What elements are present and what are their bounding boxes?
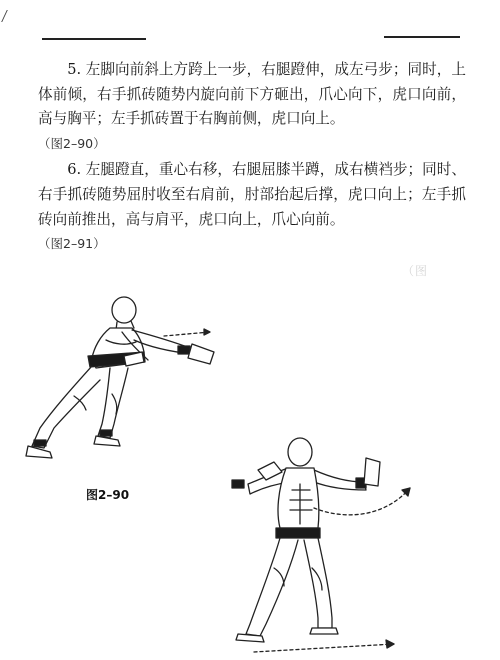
- header-rule-left: [42, 38, 146, 40]
- header-rule-right: [384, 36, 460, 38]
- step-5-paragraph: [38, 58, 466, 156]
- instruction-text: [38, 58, 466, 257]
- scan-corner-mark: [1, 10, 16, 22]
- step-5-figure-ref: （图2–90）: [38, 135, 106, 151]
- figure-2-90-label: 图2–90: [86, 488, 130, 502]
- fighter-brick-strike-illustration: [14, 296, 244, 476]
- fighter-horizontal-stance-illustration: [214, 428, 426, 660]
- step-5-text: 5. 左脚向前斜上方跨上一步，右腿蹬伸，成左弓步；同时，上体前倾，右手抓砖随势内旋向前下方砸出，爪心向下，虎口向前，高与胸平；左手抓砖置于右胸前侧，虎口向上。: [38, 61, 466, 128]
- bleed-through-text: （图: [402, 264, 429, 278]
- step-6-figure-ref: （图2–91）: [38, 236, 106, 252]
- step-6-paragraph: [38, 158, 466, 256]
- step-6-text: 6. 左腿蹬直，重心右移，右腿屈膝半蹲，成右横裆步；同时、右手抓砖随势屈肘收至右肩前，肘部抬起后撑，虎口向上；左手抓砖向前推出，高与肩平，虎口向上，爪心向前。: [38, 161, 466, 228]
